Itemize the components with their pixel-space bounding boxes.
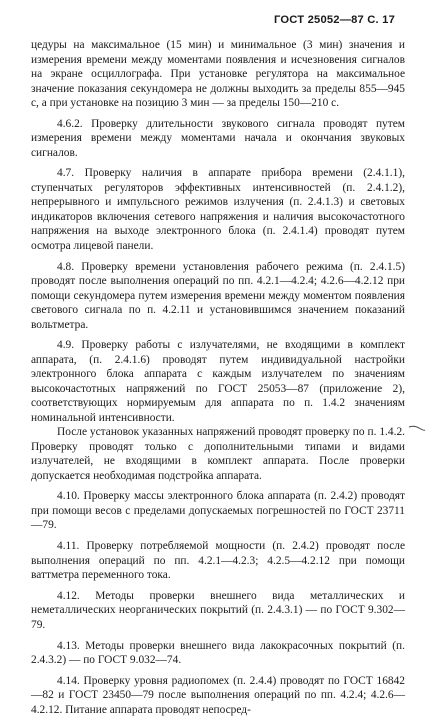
paragraph-4-11: 4.11. Проверку потребляемой мощности (п. 2.4.2) проводят после выполнения операций по пп. 4.2.1—4.2.3; 4.2.5—4.2.12 при помощи ваттметра переменного тока. <box>31 540 405 582</box>
document-body <box>31 38 405 717</box>
paragraph-4-14: 4.14. Проверку уровня радиопомех (п. 2.4.4) проводят по ГОСТ 16842—82 и ГОСТ 23450—79 после выполнения операций по пп. 4.2.4; 4.2.6—4.2.12. Питание аппарата проводят непосред- <box>31 674 405 716</box>
paragraph-4-7: 4.7. Проверку наличия в аппарате прибора времени (2.4.1.1), ступенчатых регуляторов эффективных интенсивностей (п. 2.4.1.2), непрерывного и импульсного режимов излучения (п. 2.4.1.3) и световых индикаторов включения сетевого напряжения и наличия высокочастотного напряжения на выходе электронного блока (п. 2.4.1.4) проводят путем осмотра лицевой панели. <box>31 167 405 252</box>
paragraph-continuation: цедуры на максимальное (15 мин) и минимальное (3 мин) значения и измерения времени между моментами появления и исчезновения сигналов на экране осциллографа. При установке регулятора на максимальное значение показания секундомера не должны выходить за пределы 855—945 с, а при установке на позицию 3 мин — за пределы 150—210 с. <box>31 39 405 109</box>
paragraph-4-10: 4.10. Проверку массы электронного блока аппарата (п. 2.4.2) проводят при помощи весов с пределами допускаемых погрешностей по ГОСТ 23711—79. <box>31 490 405 532</box>
running-head: ГОСТ 25052—87 С. 17 <box>273 14 395 26</box>
paragraph-4-12: 4.12. Методы проверки внешнего вида металлических и неметаллических неорганических покрытий (п. 2.4.3.1) — по ГОСТ 9.302—79. <box>31 589 405 631</box>
paragraph-after-settings: После установок указанных напряжений проводят проверку по п. 1.4.2. Проверку проводят только с дополнительными типами и видами излучателей, не входящими в комплект аппарата. После проверки допускается необходимая подстройка аппарата. <box>31 426 405 482</box>
paragraph-4-9: 4.9. Проверку работы с излучателями, не входящими в комплект аппарата, (п. 2.4.1.6) проводят путем индивидуальной настройки электронного блока аппарата с каждым излучателем по значениям высокочастотных напряжений по ГОСТ 25053—87 (приложение 2), соответствующих нормируемым для аппарата по п. 1.4.2 значениям номинальной интенсивности. <box>31 339 405 424</box>
margin-pencil-mark <box>408 424 426 432</box>
paragraph-4-6-2: 4.6.2. Проверку длительности звукового сигнала проводят путем измерения времени между моментами начала и окончания звуковых сигналов. <box>31 117 405 159</box>
paragraph-4-8: 4.8. Проверку времени установления рабочего режима (п. 2.4.1.5) проводят после выполнения операций по пп. 4.2.1—4.2.4; 4.2.6—4.2.12 при помощи секундомера путем измерения времени между моментом появления светового сигнала по п. 4.2.11 и установившимся значением показаний вольтметра. <box>31 260 405 331</box>
paragraph-4-13: 4.13. Методы проверки внешнего вида лакокрасочных покрытий (п. 2.4.3.2) — по ГОСТ 9.032—74. <box>31 639 405 666</box>
